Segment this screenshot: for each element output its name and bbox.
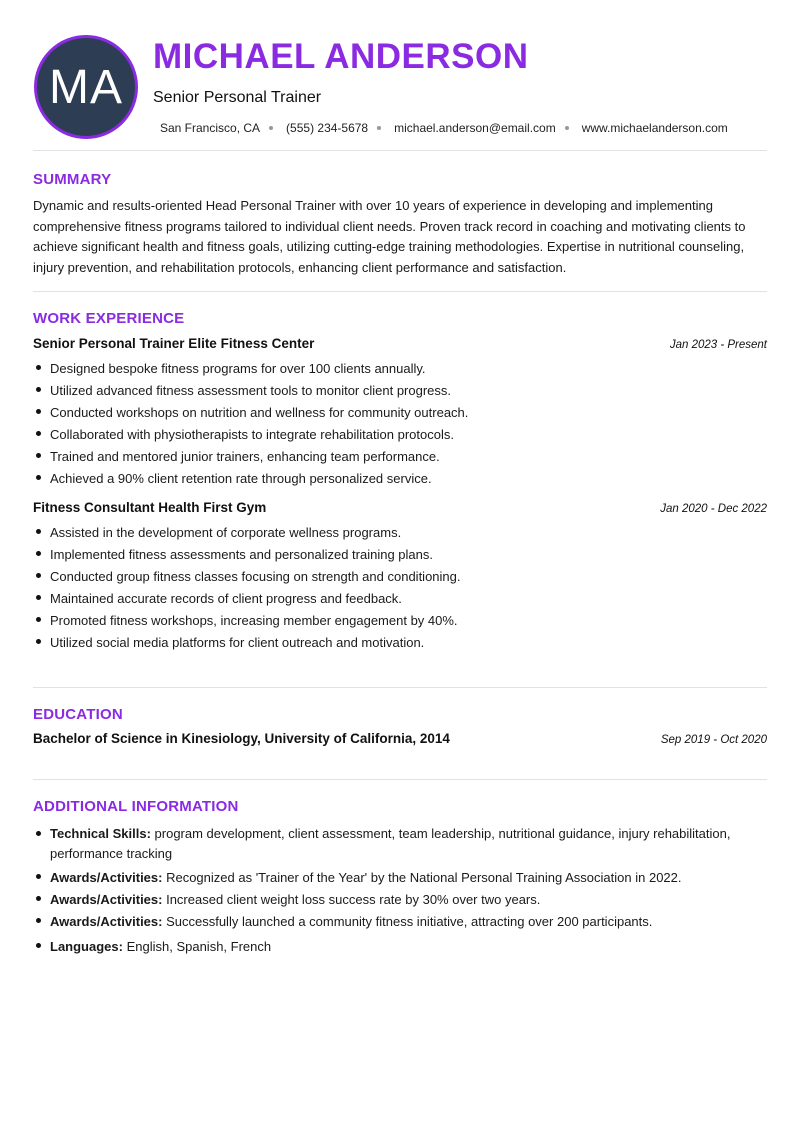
section-title-summary: SUMMARY [33, 171, 112, 188]
education-date: Sep 2019 - Oct 2020 [660, 734, 767, 746]
candidate-role: Senior Personal Trainer [153, 89, 322, 106]
list-item: Maintained accurate records of client progress and feedback. [33, 588, 767, 610]
item-label: Technical Skills: [50, 826, 151, 841]
list-item: Implemented fitness assessments and personalized training plans. [33, 544, 767, 566]
experience-section [33, 292, 767, 688]
list-item: Conducted group fitness classes focusing on strength and conditioning. [33, 566, 767, 588]
list-item [33, 889, 767, 911]
job-title: Fitness Consultant Health First Gym [33, 500, 267, 515]
list-item [33, 867, 767, 889]
education-entry [33, 731, 767, 746]
item-text: Recognized as 'Trainer of the Year' by the National Personal Training Association in 2022. [162, 870, 682, 885]
list-item [33, 824, 767, 863]
separator-dot-icon [377, 126, 381, 130]
item-text: Increased client weight loss success rate by 30% over two years. [162, 892, 541, 907]
job-bullets [33, 358, 767, 490]
list-item: Promoted fitness workshops, increasing member engagement by 40%. [33, 610, 767, 632]
job-entry [33, 500, 767, 654]
job-header [33, 336, 767, 351]
separator-dot-icon [565, 126, 569, 130]
list-item: Trained and mentored junior trainers, enhancing team performance. [33, 446, 767, 468]
list-item: Utilized social media platforms for client outreach and motivation. [33, 632, 767, 654]
item-label: Awards/Activities: [50, 892, 163, 907]
list-item: Collaborated with physiotherapists to integrate rehabilitation protocols. [33, 424, 767, 446]
contact-phone: (555) 234-5678 [286, 121, 369, 135]
avatar: MA [34, 35, 138, 139]
item-label: Awards/Activities: [50, 870, 163, 885]
summary-text: Dynamic and results-oriented Head Personal Trainer with over 10 years of experience in developing and implementing comprehensive fitness programs tailored to individual client needs. Proven track record in coaching and motivating clients to achieve significant health and fitness goals, utilizing cutting-edge training methodologies. Expertise in nutritional counseling, injury prevention, and rehabilitation protocols, enhancing client performance and satisfaction. [33, 198, 746, 275]
list-item: Designed bespoke fitness programs for over 100 clients annually. [33, 358, 767, 380]
contact-website[interactable]: www.michaelanderson.com [581, 121, 728, 135]
job-entry [33, 336, 767, 490]
list-item: Utilized advanced fitness assessment tools to monitor client progress. [33, 380, 767, 402]
job-title: Senior Personal Trainer Elite Fitness Center [33, 336, 315, 351]
contact-email[interactable]: michael.anderson@email.com [394, 121, 556, 135]
additional-bullets [33, 824, 767, 958]
section-title-experience: WORK EXPERIENCE [33, 310, 185, 327]
item-label: Languages: [50, 939, 123, 954]
item-text: English, Spanish, French [122, 939, 272, 954]
education-degree: Bachelor of Science in Kinesiology, University of California, 2014 [33, 731, 450, 746]
job-date: Jan 2020 - Dec 2022 [660, 503, 767, 515]
education-section [33, 688, 767, 780]
job-bullets [33, 522, 767, 654]
list-item: Assisted in the development of corporate wellness programs. [33, 522, 767, 544]
additional-section [33, 780, 767, 958]
list-item: Achieved a 90% client retention rate through personalized service. [33, 468, 767, 490]
job-header [33, 500, 767, 515]
list-item: Conducted workshops on nutrition and wellness for community outreach. [33, 402, 767, 424]
section-title-education: EDUCATION [33, 706, 123, 723]
item-label: Awards/Activities: [50, 914, 163, 929]
list-item [33, 911, 767, 933]
separator-dot-icon [269, 126, 273, 130]
job-date: Jan 2023 - Present [669, 339, 767, 351]
resume-header [33, 0, 767, 151]
contact-line [160, 121, 728, 135]
list-item [33, 936, 767, 958]
contact-location: San Francisco, CA [160, 121, 261, 135]
section-title-additional: ADDITIONAL INFORMATION [33, 798, 239, 815]
item-text: Successfully launched a community fitness initiative, attracting over 200 participants. [162, 914, 653, 929]
candidate-name: MICHAEL ANDERSON [153, 37, 529, 76]
summary-section [33, 151, 767, 292]
item-text: program development, client assessment, team leadership, nutritional guidance, injury rehabilitation, performance tracking [50, 826, 731, 861]
